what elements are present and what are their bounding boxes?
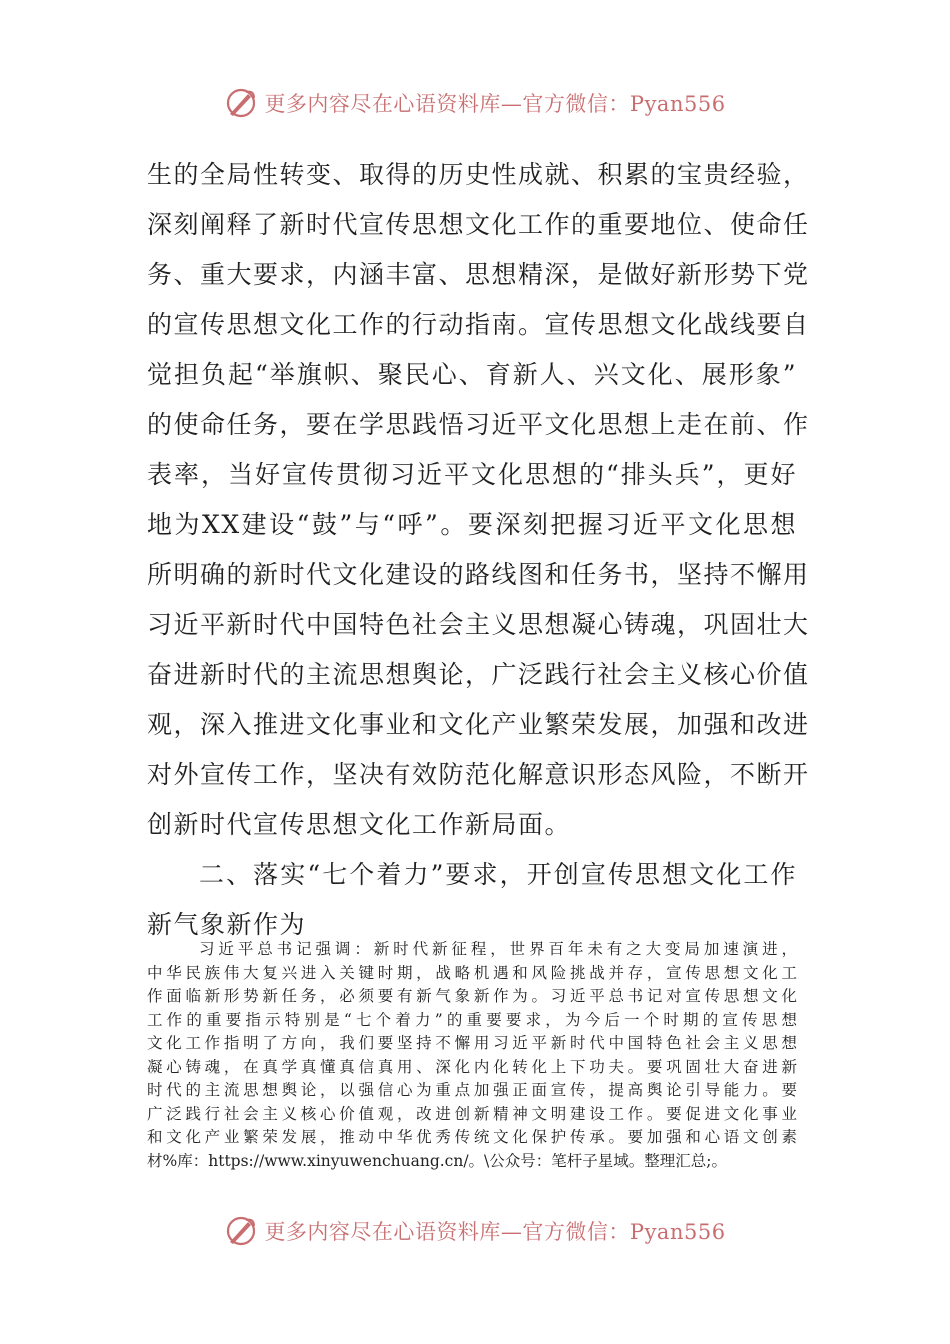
section-heading: 二、落实“七个着力”要求，开创宣传思想文化工作 — [199, 860, 797, 889]
banner-text: 更多内容尽在心语资料库—官方微信：Pyan556 — [264, 92, 726, 116]
note-line: 文化工作指明了方向，我们要坚持不懈用习近平新时代中国特色社会主义思想 — [147, 1034, 797, 1052]
note-line: 材%库：https://www.xinyuwenchuang.cn/。\公众号：笔杆子星域。整理汇总;。 — [147, 1151, 727, 1170]
header-banner — [0, 78, 950, 128]
paragraph-line: 所明确的新时代文化建设的路线图和任务书，坚持不懈用 — [147, 560, 810, 589]
footer-banner — [0, 1206, 950, 1256]
note-line: 广泛践行社会主义核心价值观，改进创新精神文明建设工作。要促进文化事业 — [147, 1104, 797, 1123]
paragraph-line: 表率，当好宣传贯彻习近平文化思想的“排头兵”，更好 — [147, 460, 797, 489]
note-line: 时代的主流思想舆论，以强信心为重点加强正面宣传，提高舆论引导能力。要 — [147, 1081, 797, 1099]
note-line: 习近平总书记强调：新时代新征程，世界百年未有之大变局加速演进， — [199, 940, 797, 958]
paragraph-line: 的使命任务，要在学思践悟习近平文化思想上走在前、作 — [147, 410, 810, 439]
banner-text: 更多内容尽在心语资料库—官方微信：Pyan556 — [264, 1220, 726, 1244]
note-line: 作面临新形势新任务，必须要有新气象新作为。习近平总书记对宣传思想文化 — [147, 987, 797, 1005]
paragraph-line: 的宣传思想文化工作的行动指南。宣传思想文化战线要自 — [147, 310, 810, 339]
note-line: 中华民族伟大复兴进入关键时期，战略机遇和风险挑战并存，宣传思想文化工 — [147, 963, 797, 982]
paragraph-line: 习近平新时代中国特色社会主义思想凝心铸魂，巩固壮大 — [147, 610, 810, 639]
paragraph-line: 创新时代宣传思想文化工作新局面。 — [147, 810, 572, 839]
paragraph-line: 地为XX建设“鼓”与“呼”。要深刻把握习近平文化思想 — [147, 510, 797, 539]
note-line: 工作的重要指示特别是“七个着力”的重要要求，为今后一个时期的宣传思想 — [147, 1010, 797, 1029]
paragraph-line: 奋进新时代的主流思想舆论，广泛践行社会主义核心价值 — [147, 660, 810, 689]
section-heading-continued: 新气象新作为 — [147, 910, 307, 939]
paragraph-line: 务、重大要求，内涵丰富、思想精深，是做好新形势下党 — [147, 260, 810, 289]
pen-circle-logo-icon — [224, 86, 258, 120]
paragraph-line: 对外宣传工作，坚决有效防范化解意识形态风险，不断开 — [147, 760, 810, 789]
note-line: 和文化产业繁荣发展，推动中华优秀传统文化保护传承。要加强和心语文创素 — [147, 1128, 797, 1146]
paragraph-line: 生的全局性转变、取得的历史性成就、积累的宝贵经验， — [147, 160, 810, 189]
small-print-note — [147, 938, 797, 1173]
document-body — [147, 150, 810, 950]
paragraph-line: 深刻阐释了新时代宣传思想文化工作的重要地位、使命任 — [147, 210, 810, 239]
pen-circle-logo-icon — [224, 1214, 258, 1248]
paragraph-line: 观，深入推进文化事业和文化产业繁荣发展，加强和改进 — [147, 710, 810, 739]
paragraph-line: 觉担负起“举旗帜、聚民心、育新人、兴文化、展形象” — [147, 360, 797, 389]
note-line: 凝心铸魂，在真学真懂真信真用、深化内化转化上下功夫。要巩固壮大奋进新 — [147, 1057, 797, 1076]
